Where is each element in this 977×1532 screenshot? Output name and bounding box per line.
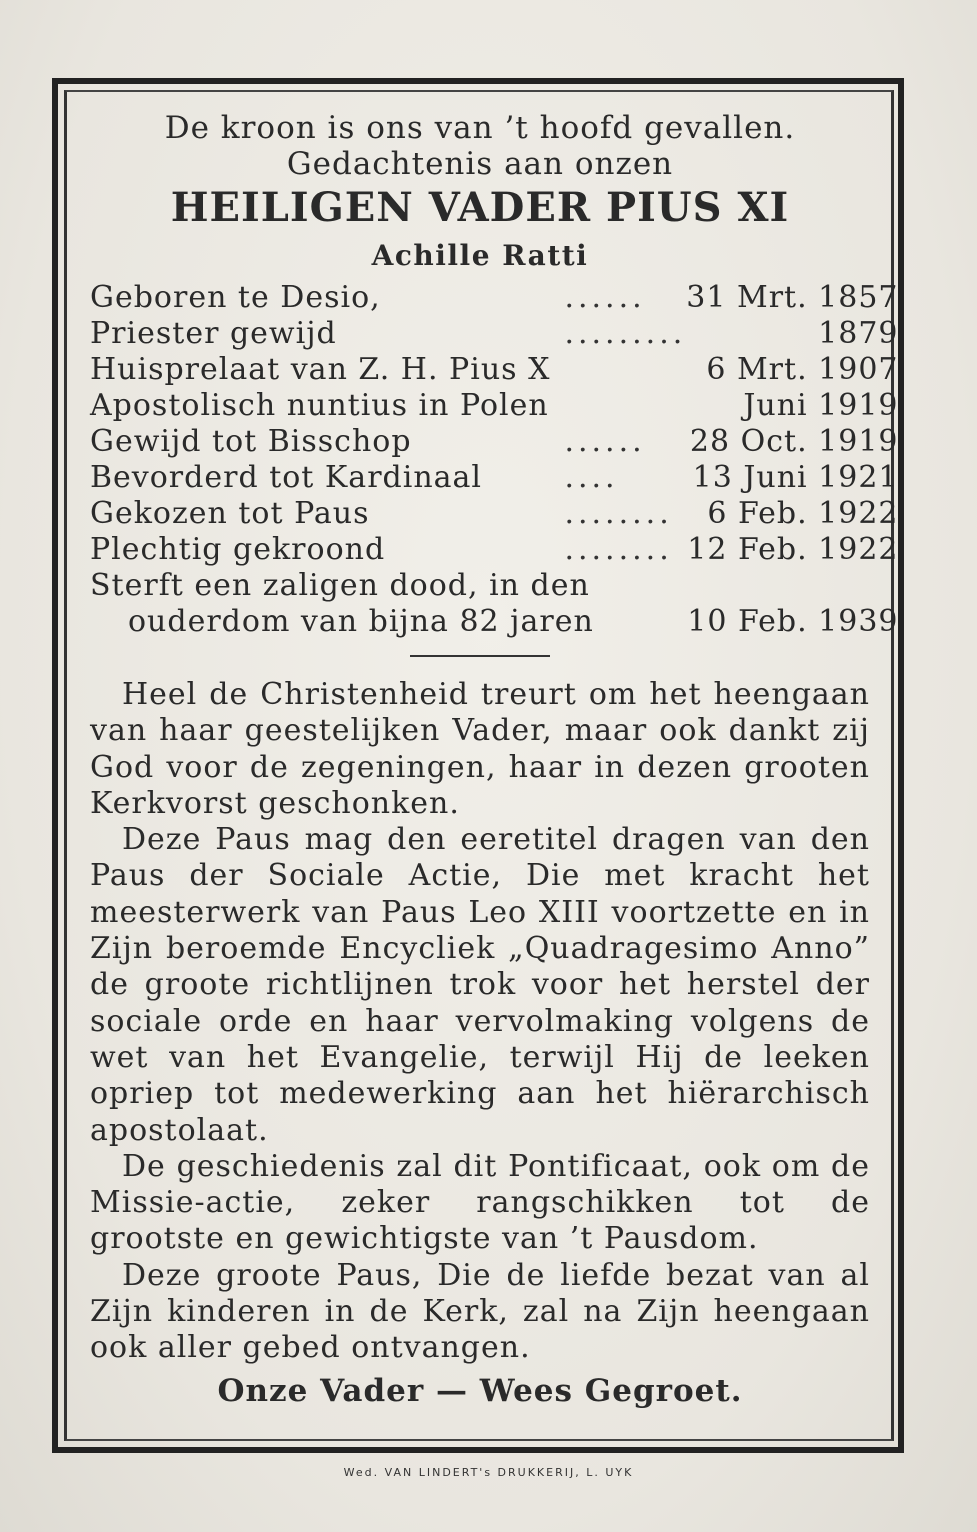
- life-event-row: [90, 496, 899, 532]
- tribute-paragraph: Deze groote Paus, Die de liefde bezat van al Zijn kinderen in de Kerk, zal na Zijn heengaan ook aller gebed ontvangen.: [90, 1257, 870, 1366]
- life-event-row: [90, 424, 899, 460]
- leader-dots: ........: [564, 532, 673, 567]
- event-date: 10 Feb. 1939: [687, 604, 899, 639]
- event-label: Bevorderd tot Kardinaal: [90, 460, 483, 495]
- pope-title: HEILIGEN VADER PIUS XI: [170, 184, 790, 231]
- life-event-row: [90, 532, 899, 568]
- birth-name: Achille Ratti: [371, 239, 589, 272]
- event-date: 13 Juni 1921: [692, 460, 899, 495]
- opening-line: De kroon is ons van ’t hoofd gevallen.: [164, 110, 796, 146]
- life-event-row: [90, 604, 899, 640]
- life-events-table: [90, 280, 899, 640]
- life-event-row: [90, 316, 899, 352]
- life-event-row: [90, 388, 899, 424]
- event-date: 6 Mrt. 1907: [706, 352, 899, 387]
- leader-dots: ....: [564, 460, 619, 495]
- closing-prayer: Onze Vader — Wees Gegroet.: [217, 1372, 743, 1409]
- life-event-row: [90, 568, 899, 604]
- tribute-paragraph: De geschiedenis zal dit Pontificaat, ook om de Missie-actie, zeker rangschikken tot de grootste en gewichtigste van ’t Pausdom.: [90, 1148, 870, 1257]
- event-label: Plechtig gekroond: [90, 532, 386, 567]
- leader-dots: ........: [564, 496, 673, 531]
- card-content: [90, 110, 899, 1413]
- event-date: 28 Oct. 1919: [689, 424, 899, 459]
- leader-dots: ......: [564, 424, 646, 459]
- dedication-line: Gedachtenis aan onzen: [286, 146, 674, 182]
- life-event-row: [90, 460, 899, 496]
- event-date: 12 Feb. 1922: [687, 532, 899, 567]
- event-label: ouderdom van bijna 82 jaren: [128, 604, 594, 639]
- tribute-paragraph: Heel de Christenheid treurt om het heengaan van haar geestelijken Vader, maar ook dankt zij God voor de zegeningen, haar in dezen grooten Kerkvorst geschonken.: [90, 677, 870, 821]
- life-event-row: [90, 352, 899, 388]
- leader-dots: ......: [564, 280, 646, 315]
- event-date: [686, 568, 898, 604]
- event-label: Geboren te Desio,: [90, 280, 381, 315]
- event-label: Apostolisch nuntius in Polen: [90, 388, 549, 423]
- event-label: Sterft een zaligen dood, in den: [90, 568, 590, 603]
- event-date: 1879: [818, 316, 899, 351]
- divider-rule: [410, 655, 550, 657]
- printer-credit: Wed. VAN LINDERT's DRUKKERIJ, L. UYK: [343, 1466, 634, 1479]
- life-event-row: [90, 280, 899, 316]
- leader-dots: .........: [564, 316, 687, 351]
- tribute-paragraph: Deze Paus mag den eeretitel dragen van den Paus der Sociale Actie, Die met kracht het meesterwerk van Paus Leo XIII voortzette en in Zijn beroemde Encycliek „Quadragesimo Anno” de groote richtlijnen trok voor het herstel der sociale orde en haar vervolmaking volgens de wet van het Evangelie, terwijl Hij de leeken opriep tot medewerking aan het hiërarchisch apostolaat.: [90, 822, 870, 1148]
- event-label: Priester gewijd: [90, 316, 337, 351]
- event-label: Huisprelaat van Z. H. Pius X: [90, 352, 551, 387]
- event-label: Gekozen tot Paus: [90, 496, 370, 531]
- event-label: Gewijd tot Bisschop: [90, 424, 412, 459]
- event-date: 6 Feb. 1922: [707, 496, 899, 531]
- event-date: 31 Mrt. 1857: [686, 280, 899, 315]
- leader-dots: [550, 388, 686, 424]
- leader-dots: [550, 352, 686, 388]
- event-date: Juni 1919: [743, 388, 899, 423]
